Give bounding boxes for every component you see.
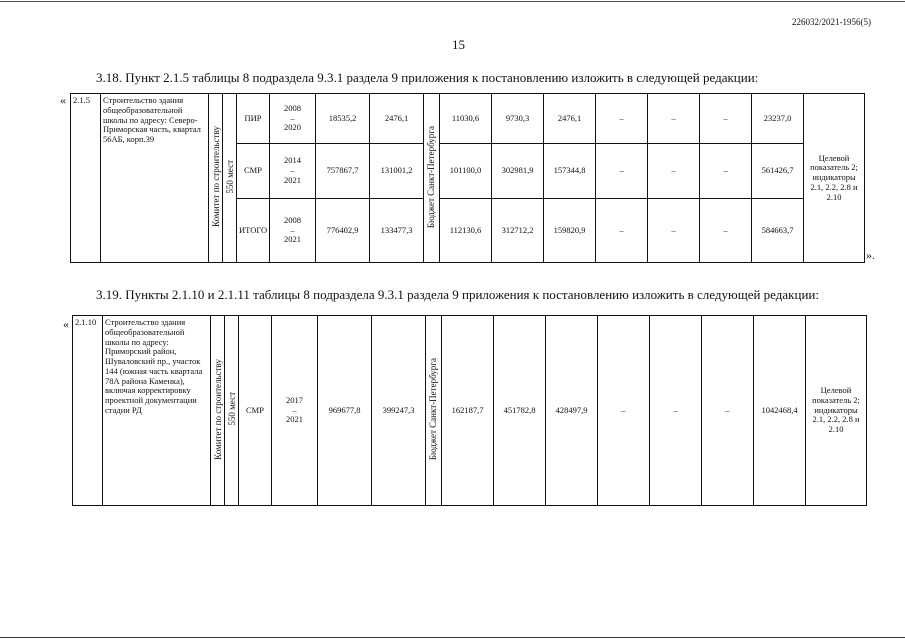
value-cell: 112130,6	[440, 199, 492, 263]
customer-text: Комитет по строительству	[211, 126, 221, 228]
row-number: 2.1.10	[73, 316, 103, 506]
total-cell: 561426,7	[752, 144, 804, 199]
indicator-cell: Целевой показатель 2; индикаторы 2.1, 2.2, 2.8 и 2.10	[804, 94, 865, 263]
value-cell: 159820,9	[544, 199, 596, 263]
indicator-cell: Целевой показатель 2; индикаторы 2.1, 2.2, 2.8 и 2.10	[806, 316, 867, 506]
years-cell	[272, 316, 318, 506]
cost-cell: 969677,8	[318, 316, 372, 506]
years-cell	[270, 94, 316, 144]
row-number: 2.1.5	[71, 94, 101, 263]
stage-cell: ПИР	[237, 94, 270, 144]
value-cell: –	[648, 94, 700, 144]
section-heading: 3.18. Пункт 2.1.5 таблицы 8 подраздела 9.3.1 раздела 9 приложения к постановлению изложить в следующей редакции:	[96, 70, 759, 85]
customer-text: Комитет по строительству	[213, 358, 223, 460]
value-cell: 312712,2	[492, 199, 544, 263]
stage-cell: СМР	[239, 316, 272, 506]
value-cell: –	[700, 144, 752, 199]
value-cell: 2476,1	[544, 94, 596, 144]
capacity-cell	[223, 94, 237, 263]
capacity-text: 550 мест	[227, 392, 237, 426]
year-end: 2021	[284, 174, 301, 185]
open-quote: «	[63, 317, 69, 331]
total-cell: 584663,7	[752, 199, 804, 263]
capacity-text: 550 мест	[225, 159, 235, 194]
cost-cell: 776402,9	[316, 199, 370, 263]
section-heading: 3.19. Пункты 2.1.10 и 2.1.11 таблицы 8 подраздела 9.3.1 раздела 9 приложения к постановлению изложить в следующей редакции:	[96, 287, 819, 302]
year-dash: –	[290, 224, 295, 235]
object-name: Строительство здания общеобразовательной школы по адресу: Северо-Приморская часть, квартал 56АБ, корп.39	[101, 94, 209, 263]
value-cell: 428497,9	[546, 316, 598, 506]
year-start: 2014	[284, 155, 301, 166]
prev-cell: 399247,3	[372, 316, 426, 506]
value-cell: –	[598, 316, 650, 506]
funding-cell	[426, 316, 442, 506]
value-cell: –	[596, 199, 648, 263]
value-cell: 157344,8	[544, 144, 596, 199]
year-dash: –	[292, 404, 297, 415]
value-cell: –	[700, 94, 752, 144]
prev-cell: 133477,3	[370, 199, 424, 263]
year-dash: –	[290, 165, 295, 176]
funding-text: Бюджет Санкт-Петербурга	[426, 125, 437, 228]
years-cell	[270, 144, 316, 199]
year-start: 2008	[284, 102, 301, 113]
bottom-rule	[0, 637, 905, 638]
cost-cell: 18535,2	[316, 94, 370, 144]
customer-cell	[211, 316, 225, 506]
year-start: 2017	[286, 394, 303, 405]
close-quote: ».	[866, 248, 875, 262]
total-cell: 23237,0	[752, 94, 804, 144]
value-cell: –	[702, 316, 754, 506]
year-end: 2021	[286, 414, 303, 425]
capacity-cell	[225, 316, 239, 506]
value-cell: 101100,0	[440, 144, 492, 199]
value-cell: 9730,3	[492, 94, 544, 144]
prev-cell: 2476,1	[370, 94, 424, 144]
page-number: 15	[452, 37, 465, 52]
value-cell: –	[648, 144, 700, 199]
program-table	[72, 315, 867, 506]
years-cell	[270, 199, 316, 263]
value-cell: –	[648, 199, 700, 263]
value-cell: 302981,9	[492, 144, 544, 199]
value-cell: 11030,6	[440, 94, 492, 144]
value-cell: –	[650, 316, 702, 506]
object-name: Строительство здания общеобразовательной школы по адресу: Приморский район, Шуваловский пр., участок 144 (южная часть квартала 78А района Каменка), включая корректировку проектной документации стадии РД	[103, 316, 211, 506]
open-quote: «	[60, 93, 66, 107]
year-dash: –	[290, 112, 295, 123]
document-id: 226032/2021-1956(5)	[792, 17, 871, 27]
top-rule	[0, 1, 905, 2]
value-cell: –	[596, 94, 648, 144]
program-table	[70, 93, 865, 263]
year-end: 2020	[284, 122, 301, 133]
funding-text: Бюджет Санкт-Петербурга	[428, 358, 439, 461]
value-cell: 162187,7	[442, 316, 494, 506]
stage-cell: СМР	[237, 144, 270, 199]
cost-cell: 757867,7	[316, 144, 370, 199]
year-start: 2008	[284, 214, 301, 225]
value-cell: –	[596, 144, 648, 199]
year-end: 2021	[284, 234, 301, 245]
value-cell: 451782,8	[494, 316, 546, 506]
total-cell: 1042468,4	[754, 316, 806, 506]
stage-cell: ИТОГО	[237, 199, 270, 263]
value-cell: –	[700, 199, 752, 263]
funding-cell	[424, 94, 440, 263]
customer-cell	[209, 94, 223, 263]
prev-cell: 131001,2	[370, 144, 424, 199]
